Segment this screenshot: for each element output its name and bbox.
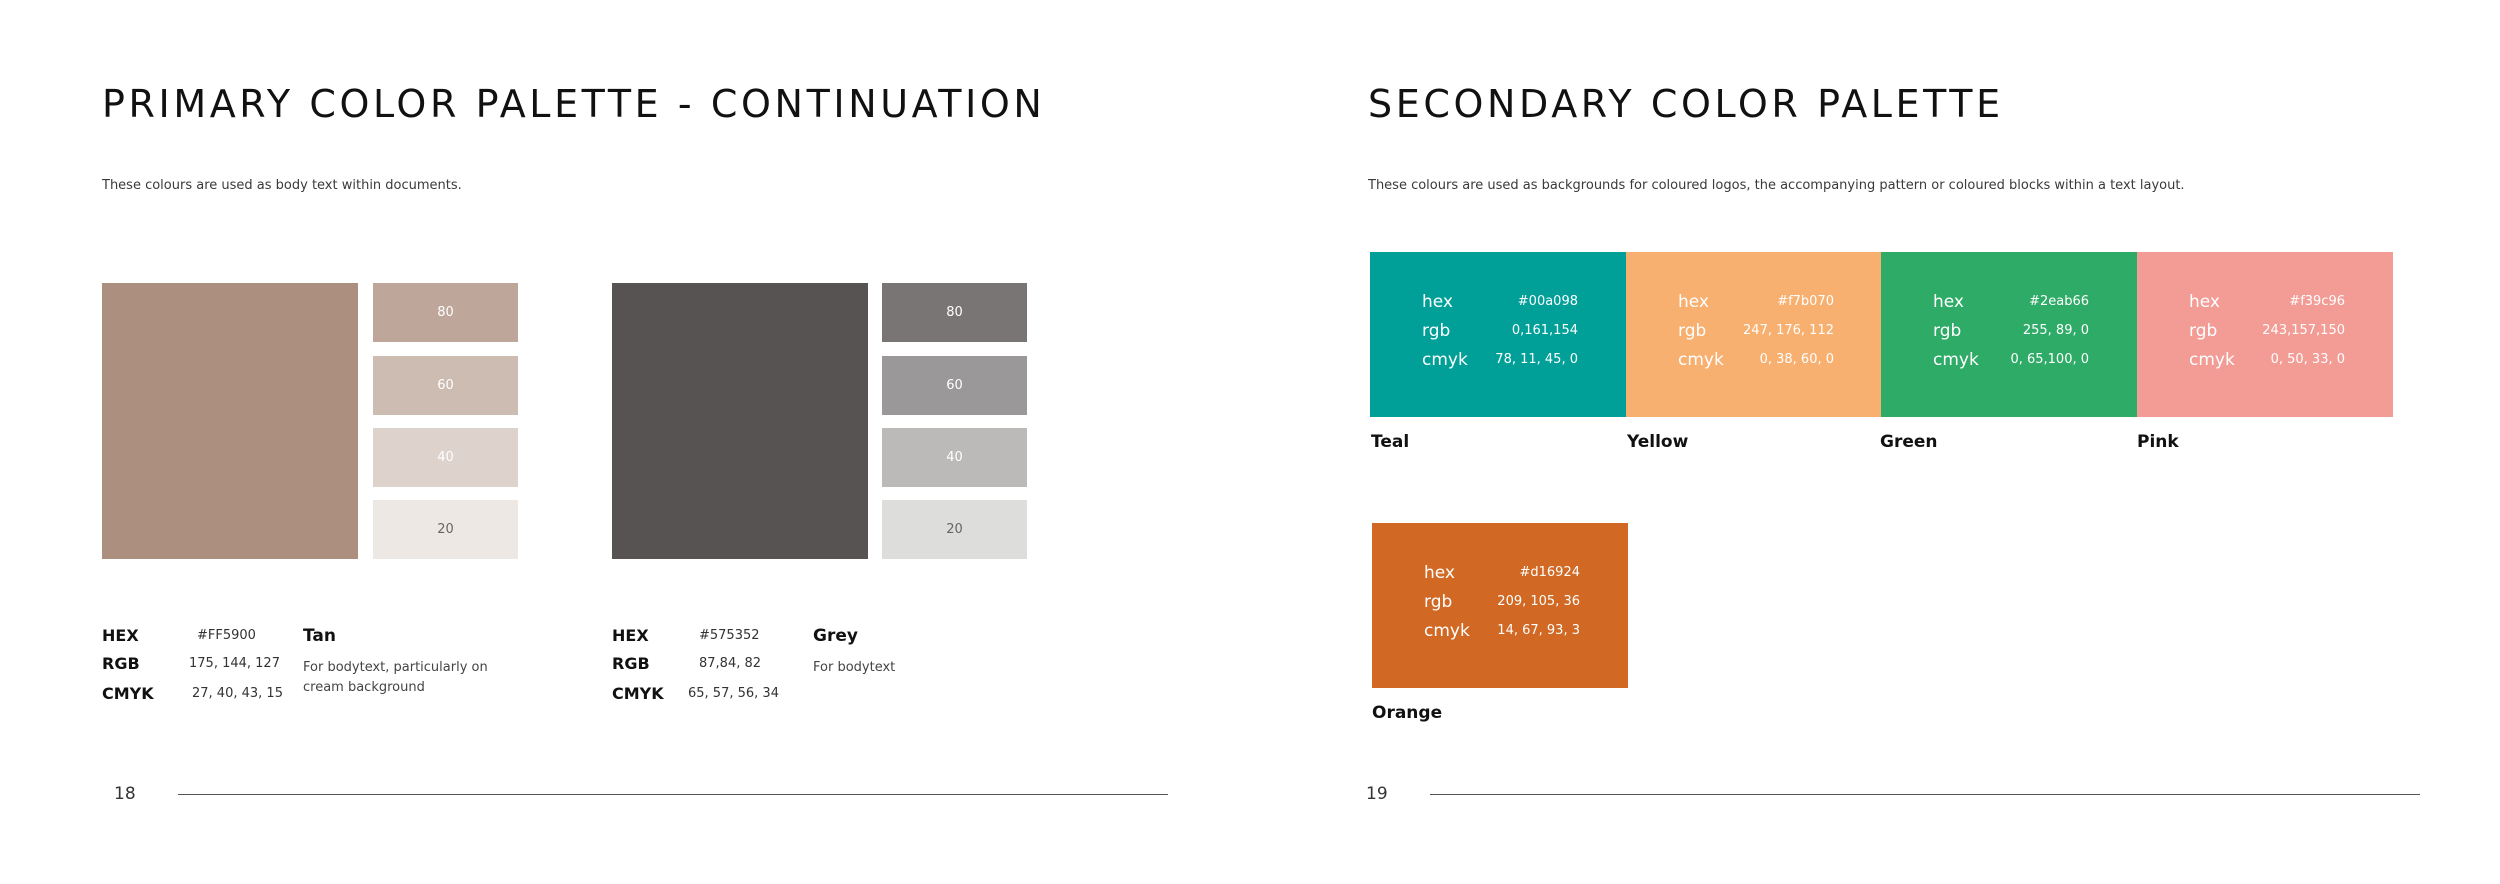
cmyk-key: cmyk <box>2189 350 2235 370</box>
pink-hex-value: #f39c96 <box>2289 294 2345 309</box>
rgb-key: RGB <box>612 654 650 673</box>
pink-swatch <box>2137 252 2393 417</box>
green-cmyk-value: 0, 65,100, 0 <box>2010 352 2089 367</box>
grey-description: For bodytext <box>813 660 896 675</box>
tan-tint-40 <box>373 428 518 487</box>
grey-rgb-value: 87,84, 82 <box>699 656 762 671</box>
rgb-key: rgb <box>1933 321 1962 341</box>
hex-key: hex <box>1933 292 1964 312</box>
hex-key: HEX <box>102 626 139 645</box>
yellow-swatch <box>1626 252 1882 417</box>
grey-tint-20 <box>882 500 1027 559</box>
cmyk-key: cmyk <box>1678 350 1724 370</box>
tint-label: 80 <box>946 305 963 320</box>
tan-hex-value: #FF5900 <box>197 628 256 643</box>
teal-rgb-value: 0,161,154 <box>1511 323 1578 338</box>
green-rgb-value: 255, 89, 0 <box>2022 323 2089 338</box>
tan-color-name: Tan <box>303 626 336 646</box>
orange-cmyk-value: 14, 67, 93, 3 <box>1497 623 1580 638</box>
hex-key: hex <box>1422 292 1453 312</box>
rgb-key: rgb <box>1422 321 1451 341</box>
grey-tint-60 <box>882 356 1027 415</box>
cmyk-key: cmyk <box>1422 350 1468 370</box>
tan-main-swatch <box>102 283 358 559</box>
rgb-key: rgb <box>1678 321 1707 341</box>
tan-description: For bodytext, particularly on cream background <box>303 660 488 695</box>
grey-tint-40 <box>882 428 1027 487</box>
orange-swatch <box>1372 523 1628 688</box>
tan-cmyk-value: 27, 40, 43, 15 <box>192 686 283 701</box>
rgb-key: rgb <box>1424 592 1453 612</box>
page-title: SECONDARY COLOR PALETTE <box>1368 82 2004 126</box>
yellow-rgb-value: 247, 176, 112 <box>1743 323 1834 338</box>
orange-color-name: Orange <box>1372 703 1443 723</box>
grey-main-swatch <box>612 283 868 559</box>
tint-label: 20 <box>437 522 454 537</box>
cmyk-key: cmyk <box>1933 350 1979 370</box>
page-number: 18 <box>114 784 136 804</box>
tan-tint-80 <box>373 283 518 342</box>
hex-key: hex <box>1424 563 1455 583</box>
footer-rule <box>178 794 1168 795</box>
cmyk-key: CMYK <box>612 684 664 703</box>
page-subtitle: These colours are used as backgrounds for coloured logos, the accompanying pattern or coloured blocks within a text layout. <box>1368 178 2185 193</box>
hex-key: hex <box>1678 292 1709 312</box>
green-swatch <box>1881 252 2137 417</box>
orange-hex-value: #d16924 <box>1519 565 1580 580</box>
rgb-key: RGB <box>102 654 140 673</box>
yellow-color-name: Yellow <box>1627 432 1689 452</box>
tint-label: 40 <box>437 450 454 465</box>
hex-key: HEX <box>612 626 649 645</box>
tan-tint-60 <box>373 356 518 415</box>
tint-label: 20 <box>946 522 963 537</box>
green-hex-value: #2eab66 <box>2029 294 2089 309</box>
grey-color-name: Grey <box>813 626 858 646</box>
teal-color-name: Teal <box>1371 432 1410 452</box>
tint-label: 60 <box>946 378 963 393</box>
tan-tint-20 <box>373 500 518 559</box>
page-title: PRIMARY COLOR PALETTE - CONTINUATION <box>102 82 1046 126</box>
tan-rgb-value: 175, 144, 127 <box>189 656 280 671</box>
yellow-hex-value: #f7b070 <box>1777 294 1834 309</box>
tint-label: 40 <box>946 450 963 465</box>
footer-rule <box>1430 794 2420 795</box>
teal-cmyk-value: 78, 11, 45, 0 <box>1495 352 1578 367</box>
tint-label: 80 <box>437 305 454 320</box>
pink-color-name: Pink <box>2137 432 2179 452</box>
grey-hex-value: #575352 <box>699 628 760 643</box>
rgb-key: rgb <box>2189 321 2218 341</box>
teal-swatch <box>1370 252 1626 417</box>
grey-tint-80 <box>882 283 1027 342</box>
tint-label: 60 <box>437 378 454 393</box>
cmyk-key: cmyk <box>1424 621 1470 641</box>
hex-key: hex <box>2189 292 2220 312</box>
orange-rgb-value: 209, 105, 36 <box>1497 594 1580 609</box>
page-subtitle: These colours are used as body text within documents. <box>102 178 462 193</box>
yellow-cmyk-value: 0, 38, 60, 0 <box>1759 352 1834 367</box>
green-color-name: Green <box>1880 432 1938 452</box>
grey-cmyk-value: 65, 57, 56, 34 <box>688 686 779 701</box>
cmyk-key: CMYK <box>102 684 154 703</box>
pink-cmyk-value: 0, 50, 33, 0 <box>2270 352 2345 367</box>
page-number: 19 <box>1366 784 1388 804</box>
teal-hex-value: #00a098 <box>1517 294 1578 309</box>
pink-rgb-value: 243,157,150 <box>2262 323 2345 338</box>
